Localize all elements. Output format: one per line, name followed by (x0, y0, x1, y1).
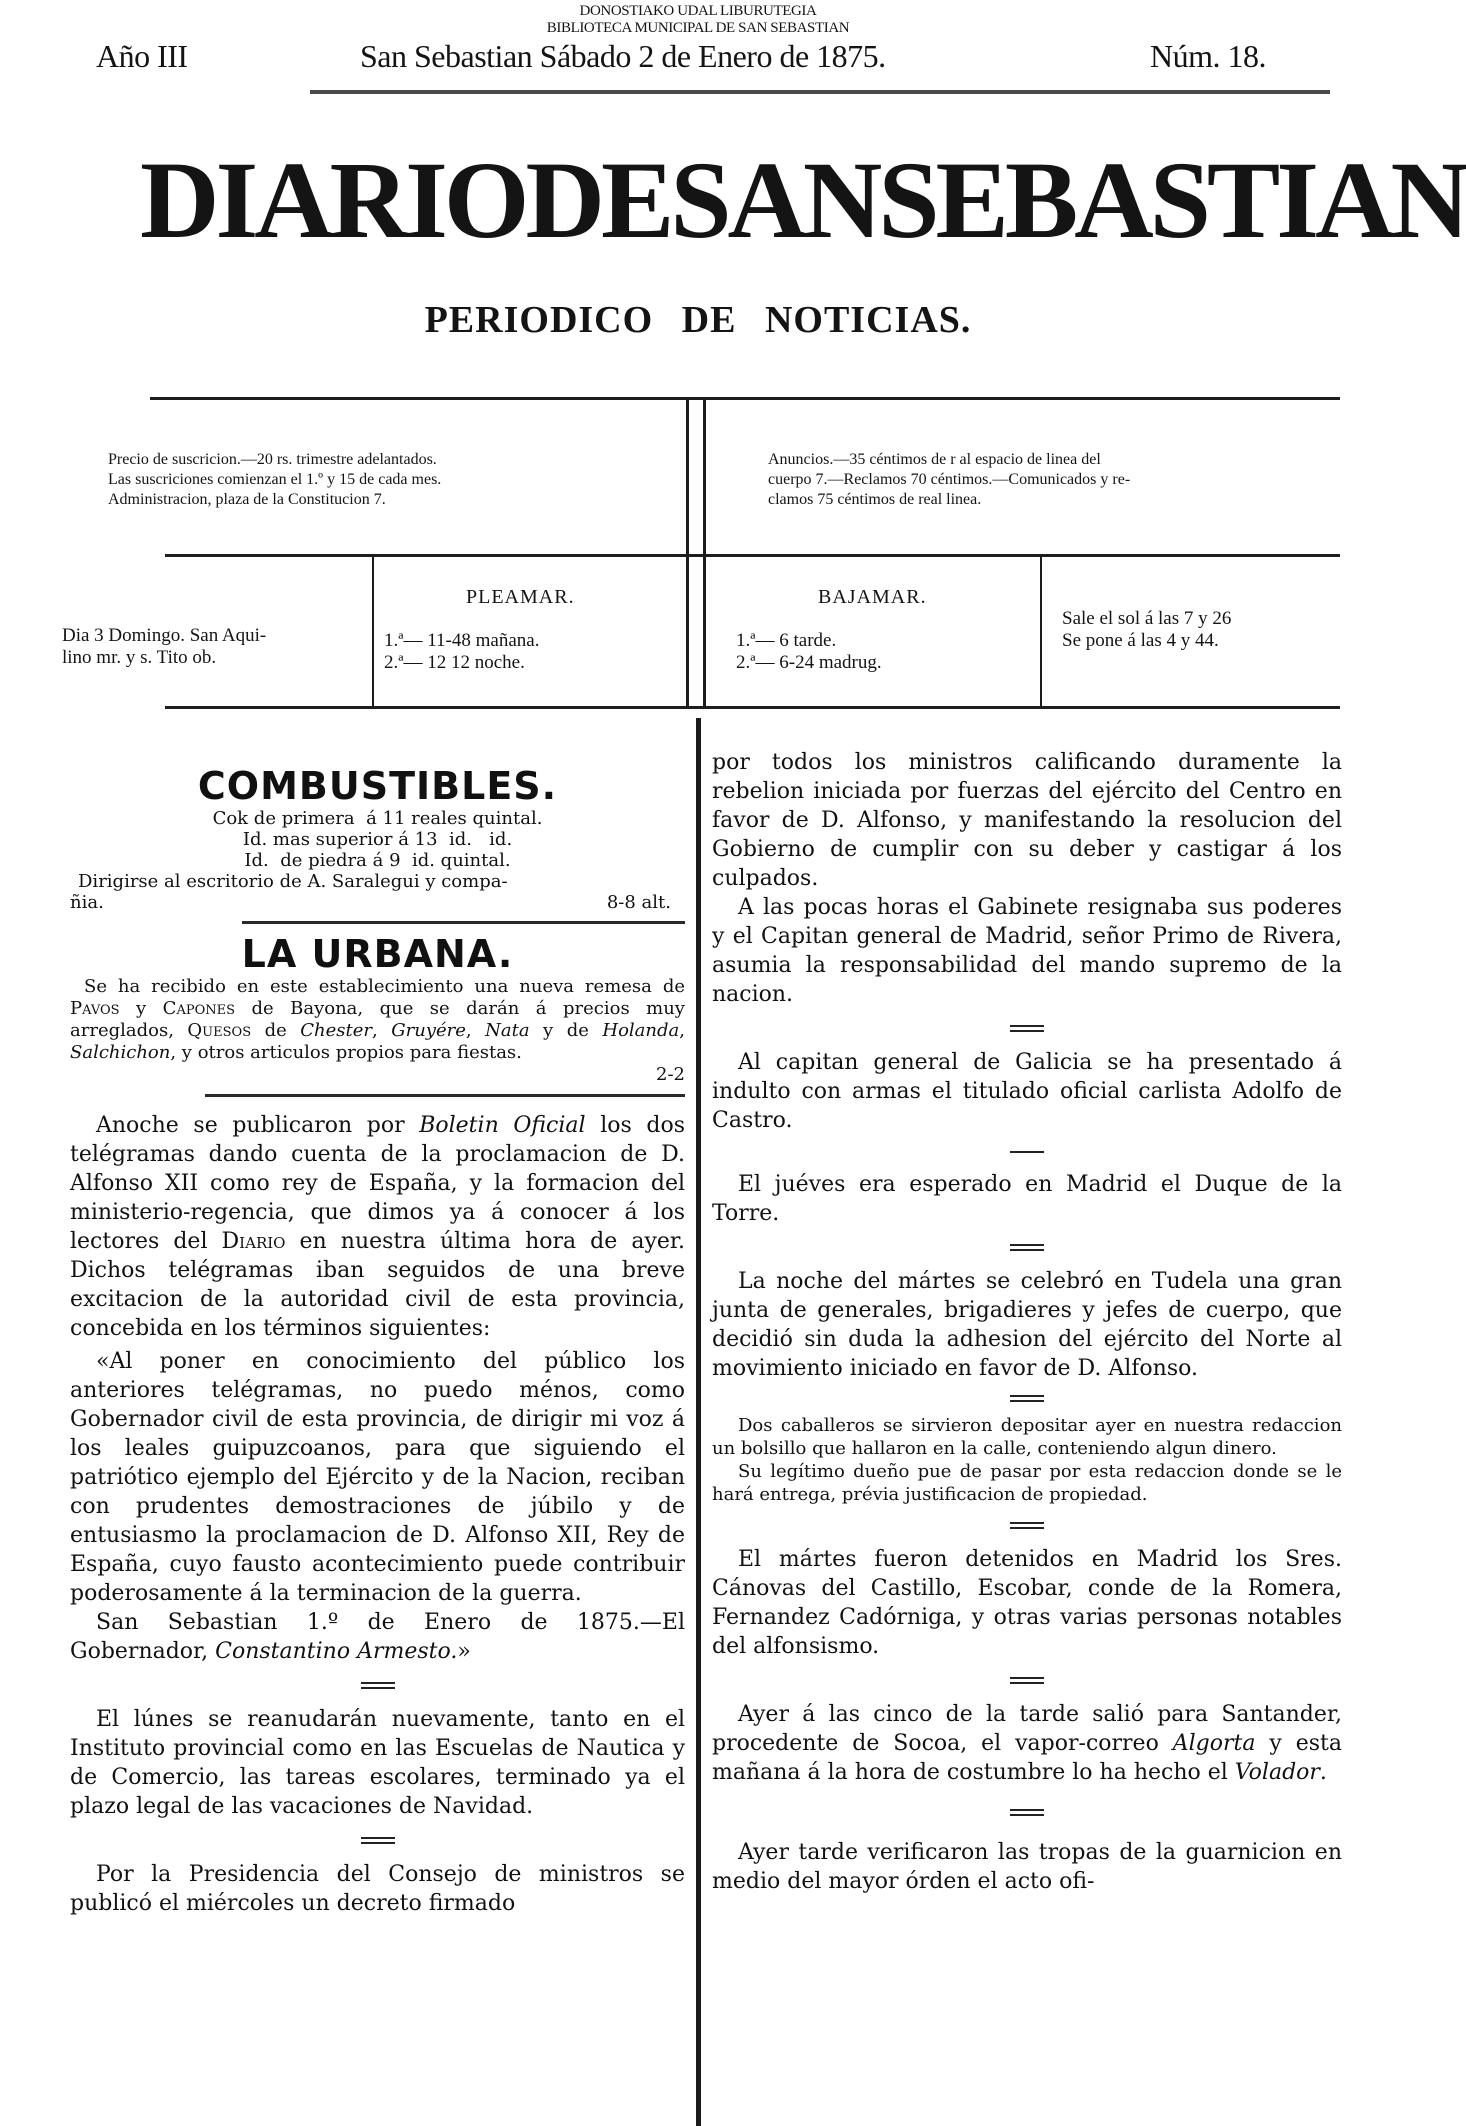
library-stamp-line1: DONOSTIAKO UDAL LIBURUTEGIA (579, 3, 817, 19)
article-separator (1010, 1395, 1044, 1402)
article-duque: El juéves era esperado en Madrid el Duque de la Torre. (712, 1172, 1342, 1226)
text-run: , (679, 1020, 685, 1041)
ad-reference: 8-8 alt. (606, 892, 671, 913)
text-run: . (1319, 1760, 1327, 1785)
column-rule (703, 556, 706, 706)
text-run: y de (529, 1020, 603, 1041)
masthead-title (140, 139, 1466, 261)
left-column (70, 740, 685, 1918)
column-rule (1040, 556, 1042, 706)
article-steamer (712, 1700, 1342, 1787)
urbana-text (70, 976, 685, 1064)
rule-divider (150, 397, 1340, 400)
article-lost-purse-owner: Su legítimo dueño pue de pasar por esta redaccion donde se le hará entrega, prévia justificacion de propiedad. (712, 1461, 1342, 1505)
text-run: » (457, 1639, 471, 1664)
rule-divider (165, 554, 1340, 557)
article-separator (1010, 1244, 1044, 1251)
combustibles-price: Id. mas superior á 13 id. id. (242, 829, 513, 850)
sunrise-sunset (1062, 608, 1362, 652)
ad-reference: 2-2 (656, 1064, 685, 1085)
article-cabinet: A las pocas horas el Gabinete resignaba sus poderes y el Capitan general de Madrid, señor Primo de Rivera, asumia la responsabilidad del mando supremo de la nacion. (712, 895, 1342, 1007)
article-troops: Ayer tarde verificaron las tropas de la guarnicion en medio del mayor órden el acto ofi- (712, 1840, 1342, 1894)
column-rule (703, 400, 706, 554)
article-galicia: Al capitan general de Galicia se ha presentado á indulto con armas el titulado oficial carlista Adolfo de Castro. (712, 1050, 1342, 1133)
masthead-word: SAN (670, 139, 879, 261)
combustibles-contact: Dirigirse al escritorio de A. Saralegui y compa- (78, 871, 508, 892)
sun-line: Sale el sol á las 7 y 26 (1062, 608, 1232, 629)
masthead-word: DIARIO (140, 139, 526, 261)
combustibles-title: COMBUSTIBLES. (197, 764, 558, 808)
article-lost-purse: Dos caballeros se sirvieron depositar ayer en nuestra redaccion un bolsillo que hallaron en la calle, conteniendo algun dinero. (712, 1415, 1342, 1459)
pleamar-times (384, 630, 674, 674)
article-decree: Por la Presidencia del Consejo de ministros se publicó el miércoles un decreto firmado (70, 1862, 685, 1916)
advertising-rates (768, 450, 1333, 510)
bajamar-times (736, 630, 1026, 674)
combustibles-price: Id. de piedra á 9 id. quintal. (244, 850, 511, 871)
combustibles-price: Cok de primera á 11 reales quintal. (212, 808, 543, 829)
article-separator (361, 1837, 395, 1844)
pleamar-row: 1.ª— 11-48 mañana. (384, 630, 540, 651)
text-run: San Sebastian 1.º de Enero de 1875.—El Gobernador, (70, 1610, 685, 1664)
article-decree-continued: por todos los ministros calificando duramente la rebelion iniciada por fuerzas del ejército del Centro en favor de D. Alfonso, y manifestando la resolucion del Gobierno de cumplir con su deber y castigar á los culpados. (712, 750, 1342, 891)
governor-signature (70, 1608, 685, 1666)
article-schools: El lúnes se reanudarán nuevamente, tanto en el Instituto provincial como en las Escuelas de Nautica y de Comercio, las tareas escolares, terminado ya el plazo legal de las vacaciones de Navidad. (70, 1707, 685, 1819)
text-run: Gruyére (391, 1020, 466, 1041)
text-run: Pavos (70, 998, 120, 1019)
bajamar-row: 1.ª— 6 tarde. (736, 630, 837, 651)
text-run: Chester (300, 1020, 373, 1041)
article-separator (1010, 1809, 1044, 1816)
column-rule (686, 400, 689, 554)
rates-line: cuerpo 7.—Reclamos 70 céntimos.—Comunicados y re- (768, 471, 1131, 488)
text-run: Constantino Armesto. (215, 1639, 458, 1664)
article-separator (361, 1682, 395, 1689)
article-separator (1010, 1522, 1044, 1529)
pleamar-title: PLEAMAR. (466, 586, 575, 608)
text-run: , y otros articulos propios para fiestas. (170, 1042, 522, 1063)
text-run: los dos telégramas dando cuenta de la proclamacion de D. Alfonso XII como rey de España, y la formacion del ministerio-regencia, que dimos ya á conocer á los lectores del (70, 1113, 685, 1254)
masthead-word: DE (525, 139, 671, 261)
combustibles-contact-tail: ñia. (70, 892, 104, 913)
saints-of-day (62, 625, 362, 669)
saints-line: lino mr. y s. Tito ob. (62, 647, 217, 668)
bajamar-row: 2.ª— 6-24 madrug. (736, 652, 882, 673)
header-rule (310, 90, 1330, 94)
saints-line: Dia 3 Domingo. San Aqui- (62, 625, 267, 646)
text-run: Nata (485, 1020, 530, 1041)
article-separator (1010, 1151, 1044, 1154)
text-run: y (119, 998, 163, 1019)
issue-number: Núm. 18. (1150, 38, 1266, 74)
column-rule (696, 718, 701, 2126)
rule-divider (165, 706, 1340, 709)
text-run: de (251, 1020, 301, 1041)
issue-year: Año III (96, 38, 188, 74)
pleamar-row: 2.ª— 12 12 noche. (384, 652, 525, 673)
text-run: en nuestra última hora de ayer. Dichos telégramas iban seguidos de una breve excitacion de la autoridad civil de esta provincia, concebida en los términos siguientes: (70, 1229, 685, 1341)
rates-line: Anuncios.—35 céntimos de r al espacio de linea del (768, 451, 1101, 468)
subscription-terms (108, 450, 678, 510)
combustibles-contact-end (70, 892, 685, 913)
article-detentions: El mártes fueron detenidos en Madrid los Sres. Cánovas del Castillo, Escobar, conde de la Romera, Fernandez Cadórniga, y otras varias personas notables del alfonsismo. (712, 1547, 1342, 1659)
text-run: Ayer á las cinco de la tarde salió para Santander, procedente de Socoa, el vapor-correo (712, 1702, 1342, 1756)
library-stamp-line2: BIBLIOTECA MUNICIPAL DE SAN SEBASTIAN (546, 20, 850, 36)
text-run: de Bayona, que se darán á precios muy arreglados, (70, 998, 685, 1041)
text-run: Capones (162, 998, 236, 1019)
issue-date: San Sebastian Sábado 2 de Enero de 1875. (360, 38, 886, 74)
text-run: Algorta (1172, 1731, 1256, 1756)
text-run: , (465, 1020, 486, 1041)
urbana-title: LA URBANA. (241, 932, 514, 976)
text-run: , (372, 1020, 392, 1041)
column-rule (372, 556, 374, 706)
text-run: Anoche se publicaron por (96, 1113, 420, 1138)
text-run: Diario (221, 1229, 286, 1254)
sun-line: Se pone á las 4 y 44. (1062, 630, 1219, 651)
masthead-subtitle: PERIODICO DE NOTICIAS. (424, 299, 972, 341)
masthead-word: SEBASTIAN (878, 139, 1466, 261)
article-tudela: La noche del mártes se celebró en Tudela una gran junta de generales, brigadieres y jefes de cuerpo, que decidió sin duda la adhesion del ejército del Norte al movimiento iniciado en favor de D. Alfonso. (712, 1269, 1342, 1381)
text-run: Quesos (187, 1020, 252, 1041)
article-separator (1010, 1025, 1044, 1032)
article-separator (1010, 1677, 1044, 1684)
text-run: Salchichon (70, 1042, 171, 1063)
right-column (712, 748, 1342, 1896)
text-run: Boletin Oficial (419, 1113, 586, 1138)
bajamar-title: BAJAMAR. (818, 586, 927, 608)
text-run: Volador (1234, 1760, 1320, 1785)
rates-line: clamos 75 céntimos de real linea. (768, 491, 982, 508)
subscription-line: Precio de suscricion.—20 rs. trimestre adelantados. (108, 451, 437, 468)
subscription-line: Las suscriciones comienzan el 1.º y 15 de cada mes. (108, 471, 442, 488)
text-run: Se ha recibido en este establecimiento una nueva remesa de (84, 976, 685, 997)
subscription-line: Administracion, plaza de la Constitucion 7. (108, 491, 386, 508)
article-proclamation (70, 1111, 685, 1343)
ad-divider (205, 1094, 685, 1097)
text-run: Holanda (602, 1020, 680, 1041)
ad-divider (242, 921, 685, 924)
text-run: y esta mañana á la hora de costumbre lo ha hecho el (712, 1731, 1342, 1785)
column-rule (686, 556, 689, 706)
governor-proclamation: «Al poner en conocimiento del público los anteriores telégramas, no puedo ménos, como Gobernador civil de esta provincia, de dirigir mi voz á los leales guipuzcoanos, para que siguiendo el patriótico ejemplo del Ejército y de la Nacion, reciban con prudentes demostraciones de júbilo y de entusiasmo la proclamacion de D. Alfonso XII, Rey de España, cuyo fausto acontecimiento puede contribuir poderosamente á la terminacion de la guerra. (70, 1349, 685, 1606)
